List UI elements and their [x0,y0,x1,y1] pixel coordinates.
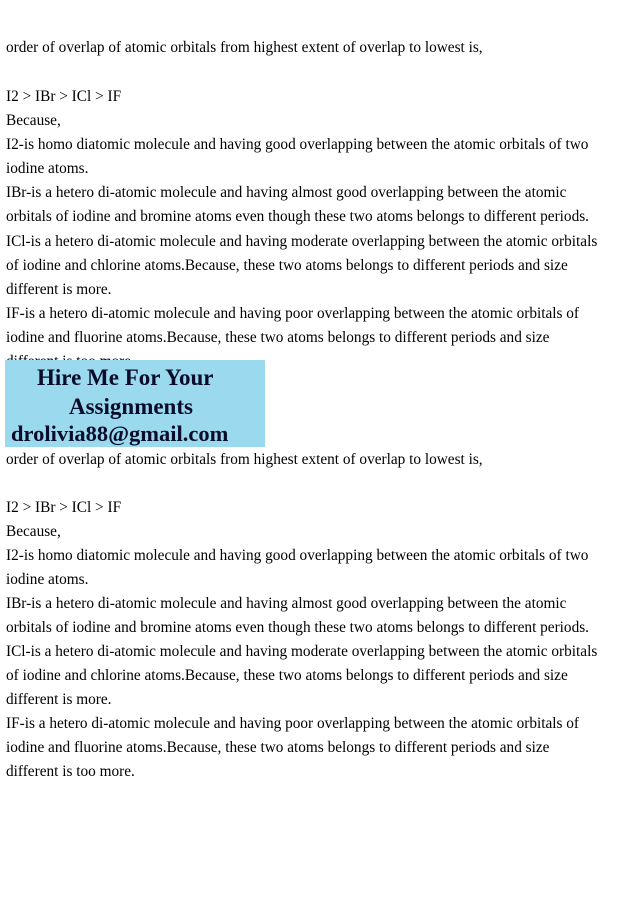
hire-me-banner [5,360,265,447]
text-line: I2 > IBr > ICl > IF [6,88,122,105]
text-line: Because, [6,523,61,540]
text-line: Because, [6,112,61,129]
text-line: IBr-is a hetero di-atomic molecule and having almost good overlapping between the atomic [6,595,567,612]
text-line: ICl-is a hetero di-atomic molecule and having moderate overlapping between the atomic orbitals [6,233,598,250]
text-line: orbitals of iodine and bromine atoms even though these two atoms belongs to different periods. [6,619,590,636]
text-line: order of overlap of atomic orbitals from highest extent of overlap to lowest is, [6,451,483,468]
text-line: orbitals of iodine and bromine atoms even though these two atoms belongs to different periods. [6,208,590,225]
text-line: iodine atoms. [6,571,89,588]
banner-line-1: Hire Me For Your [37,365,214,390]
text-line: different is more. [6,281,112,298]
text-line: of iodine and chlorine atoms.Because, these two atoms belongs to different periods and size [6,257,568,274]
banner-email: drolivia88@gmail.com [11,421,229,446]
text-line: iodine and fluorine atoms.Because, these two atoms belongs to different periods and size [6,329,550,346]
text-line: IF-is a hetero di-atomic molecule and having poor overlapping between the atomic orbitals of [6,305,580,322]
text-line: ICl-is a hetero di-atomic molecule and having moderate overlapping between the atomic orbitals [6,643,598,660]
text-line: I2 > IBr > ICl > IF [6,499,122,516]
text-line: iodine and fluorine atoms.Because, these two atoms belongs to different periods and size [6,739,550,756]
text-line: IBr-is a hetero di-atomic molecule and having almost good overlapping between the atomic [6,184,567,201]
text-line: different is more. [6,691,112,708]
text-line: I2-is homo diatomic molecule and having good overlapping between the atomic orbitals of two [6,136,589,153]
text-line: of iodine and chlorine atoms.Because, these two atoms belongs to different periods and size [6,667,568,684]
text-line: IF-is a hetero di-atomic molecule and having poor overlapping between the atomic orbitals of [6,715,580,732]
text-line: iodine atoms. [6,160,89,177]
text-line: order of overlap of atomic orbitals from highest extent of overlap to lowest is, [6,39,483,56]
text-line: I2-is homo diatomic molecule and having good overlapping between the atomic orbitals of two [6,547,589,564]
text-line: different is too more. [6,763,135,780]
banner-line-2: Assignments [69,394,193,419]
